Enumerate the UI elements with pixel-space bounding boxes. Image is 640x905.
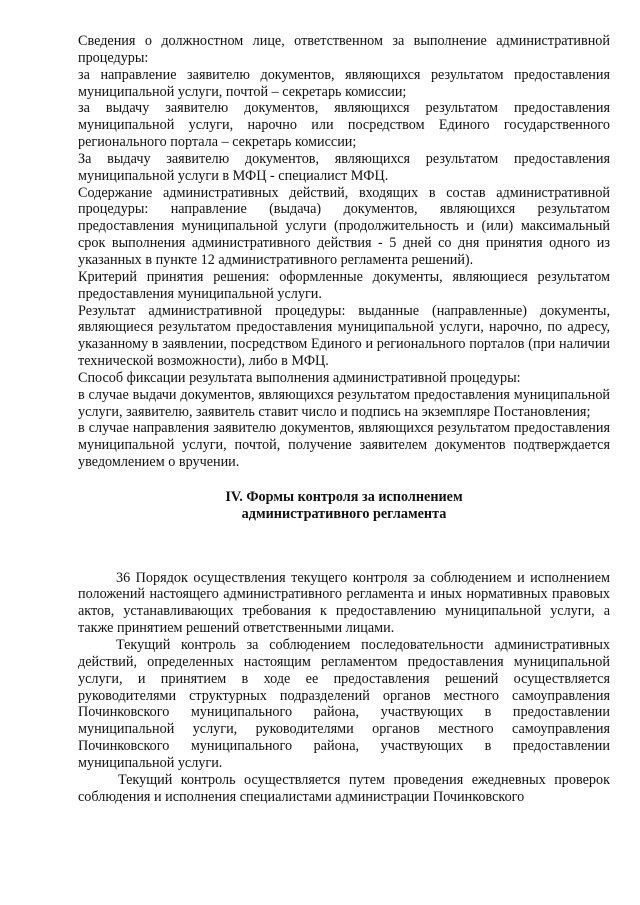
paragraph-issue-case: в случае выдачи документов, являющихся результатом предоставления муниципальной услуги, заявителю, заявитель ставит число и подпись на экземпляре Постановления; [78,386,610,420]
section-spacer [78,523,610,570]
paragraph-mail-case: в случае направления заявителю документов, являющихся результатом предоставления муниципальной услуги, почтой, получение заявителем документов подтверждается уведомлением о вручении. [78,420,610,471]
paragraph-actions-content: Содержание административных действий, входящих в состав административной процедуры: направление (выдача) документов, являющихся результатом предоставления муниципальной услуги (продолжительность и (или) максимальный срок выполнения административного действия - 5 дней со дня принятия одного из указанных в пункте 12 административного регламента решений). [78,184,610,268]
paragraph-decision-criterion: Критерий принятия решения: оформленные документы, являющиеся результатом предоставления муниципальной услуги. [78,268,610,302]
paragraph-current-control: Текущий контроль за соблюдением последовательности административных действий, определенных настоящим регламентом предоставления муниципальной услуги, и принятием в ходе ее предоставления решений осуществляется руководителями структурных подразделений органов местного самоуправления Починковского муниципального района, участвующих в предоставлении муниципальной услуги, руководителями органов местного самоуправления Починковского муниципального района, участвующих в предоставлении муниципальной услуги. [78,637,610,771]
paragraph-procedure-result: Результат административной процедуры: выданные (направленные) документы, являющиеся результатом предоставления муниципальной услуги, нарочно, по адресу, указанному в заявлении, посредством Единого и регионального порталов (при наличии технической возможности), либо в МФЦ. [78,302,610,370]
paragraph-control-procedure: 36 Порядок осуществления текущего контроля за соблюдением и исполнением положений настоящего административного регламента и иных нормативных правовых актов, устанавливающих требования к предоставлению муниципальной услуги, а также принятием решений ответственными лицами. [78,569,610,637]
paragraph-delivery-secretary: за выдачу заявителю документов, являющихся результатом предоставления муниципальной услуги, нарочно или посредством Единого государственного регионального портала – секретарь комиссии; [78,100,610,151]
paragraph-fixation-method: Способ фиксации результата выполнения административной процедуры: [78,369,521,386]
paragraph-daily-checks: Текущий контроль осуществляется путем проведения ежедневных проверок соблюдения и исполнения специалистами администрации Починковского [78,771,610,805]
document-page [78,33,610,805]
paragraph-mfc-specialist: За выдачу заявителю документов, являющихся результатом предоставления муниципальной услуги в МФЦ - специалист МФЦ. [78,150,610,184]
section-heading [78,489,610,523]
section-heading-line2: административного регламента [241,505,447,522]
paragraph-mail-secretary: за направление заявителю документов, являющихся результатом предоставления муниципальной услуги, почтой – секретарь комиссии; [78,66,610,100]
section-heading-line1: IV. Формы контроля за исполнением [225,488,463,505]
paragraph-official-info: Сведения о должностном лице, ответственном за выполнение административной процедуры: [78,33,610,66]
